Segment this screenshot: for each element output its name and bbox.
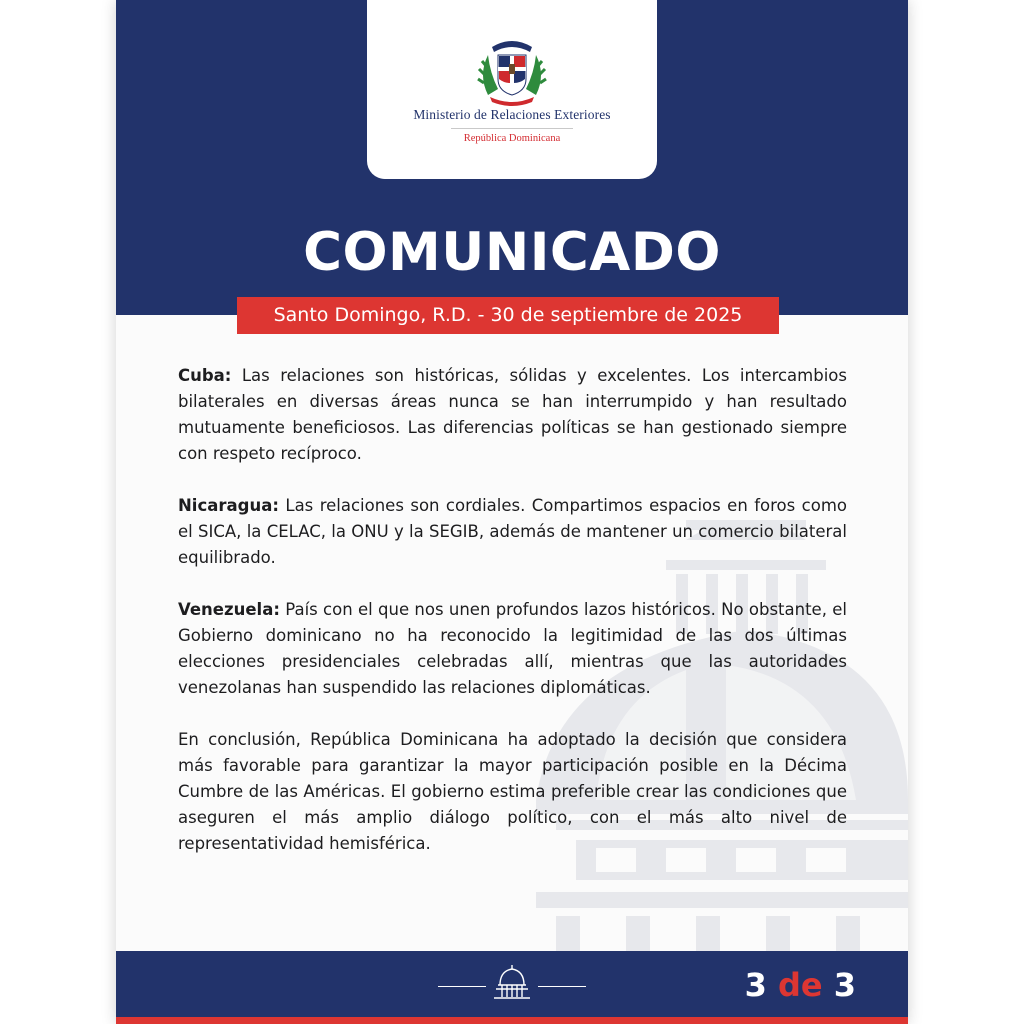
ministry-divider [451,128,573,129]
ministry-logo-box [367,0,657,179]
footer-red-stripe [116,1017,908,1024]
capitol-dome-icon [492,963,532,1001]
paragraph-cuba [178,363,847,467]
ministry-name: Ministerio de Relaciones Exteriores [413,107,611,122]
communique-body [178,363,847,883]
page-total: 3 [833,966,856,1004]
paragraph-lead: Nicaragua: [178,496,279,515]
paragraph-lead: Cuba: [178,366,232,385]
paragraph-lead: Venezuela: [178,600,280,619]
page-separator: de [777,966,823,1004]
header-band [116,0,908,315]
paragraph-conclusion [178,727,847,857]
paragraph-venezuela [178,597,847,701]
communique-card [116,0,908,1024]
page-current: 3 [744,966,767,1004]
paragraph-text: Las relaciones son cordiales. Compartimos espacios en foros como el SICA, la CELAC, la ONU y la SEGIB, además de mantener un comercio bilateral equilibrado. [178,496,847,567]
coat-of-arms-icon [474,33,550,109]
footer-divider-right [538,986,586,987]
paragraph-text: Las relaciones son históricas, sólidas y excelentes. Los intercambios bilaterales en diversas áreas nunca se han interrumpido y han resultado mutuamente beneficiosos. Las diferencias políticas se han gestionado siempre con respeto recíproco. [178,366,847,463]
footer-divider-left [438,986,486,987]
dateline-banner: Santo Domingo, R.D. - 30 de septiembre de 2025 [237,297,779,334]
page-title: COMUNICADO [303,222,721,283]
paragraph-text: En conclusión, República Dominicana ha adoptado la decisión que considera más favorable para garantizar la mayor participación posible en la Décima Cumbre de las Américas. El gobierno estima preferible crear las condiciones que aseguren el más amplio diálogo político, con el más alto nivel de representatividad hemisférica. [178,730,847,853]
paragraph-text: País con el que nos unen profundos lazos históricos. No obstante, el Gobierno dominicano no ha reconocido la legitimidad de las dos últimas elecciones presidenciales celebradas allí, mientras que las autoridades venezolanas han suspendido las relaciones diplomáticas. [178,600,847,697]
ministry-country: República Dominicana [463,133,561,144]
paragraph-nicaragua [178,493,847,571]
page-counter [716,963,856,1007]
